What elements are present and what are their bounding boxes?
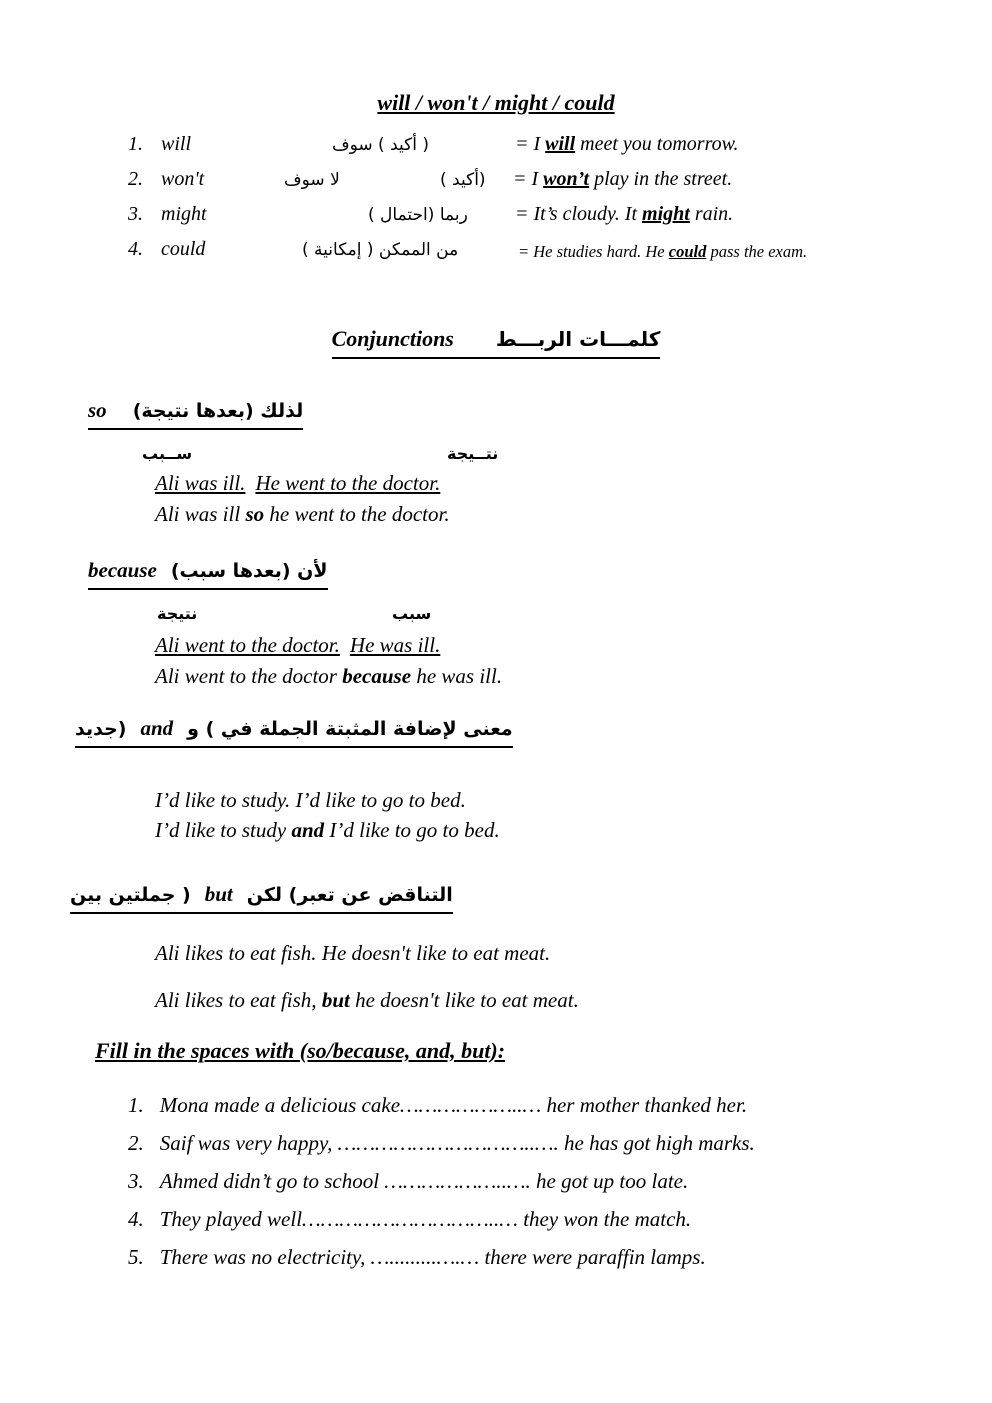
exercise-item <box>128 1207 691 1232</box>
conjunction-keyword: because <box>342 664 412 688</box>
example-sentence: He went to the doctor. <box>255 471 441 495</box>
example-keyword: could <box>668 242 707 261</box>
and-example-1: I’d like to study. I’d like to go to bed. <box>155 788 466 812</box>
conjunctions-header <box>332 326 661 359</box>
item-number: 2. <box>128 1131 144 1155</box>
conjunctions-title-en: Conjunctions <box>331 326 454 351</box>
example-prefix: Ali likes to eat fish, <box>155 988 322 1012</box>
exercise-item <box>128 1131 755 1156</box>
example-prefix: I’d like to study <box>155 818 292 842</box>
modal-row <box>128 238 205 261</box>
modal-example <box>515 133 738 156</box>
row-number: 3. <box>128 203 143 225</box>
conjunctions-header-row <box>0 326 992 359</box>
example-suffix: he was ill. <box>411 664 503 688</box>
example-sentence: He was ill. <box>349 633 441 657</box>
row-number: 4. <box>128 238 143 260</box>
section-so-heading <box>88 398 303 430</box>
because-example-1 <box>155 633 440 658</box>
example-suffix: I’d like to go to bed. <box>324 818 500 842</box>
modal-arabic-gloss: ( إمكانية )‎ الممكن‎ من <box>302 240 459 260</box>
but-arabic-wrapped: بين‎ جملتين‎ ) <box>70 884 191 906</box>
but-example-1: Ali likes to eat fish. He doesn't like to eat meat. <box>155 941 551 965</box>
cause-label: ســبب <box>142 444 193 463</box>
modal-row <box>128 203 207 226</box>
modal-example <box>515 203 733 226</box>
so-example-2 <box>155 502 450 527</box>
so-arabic: لذلك (بعدها نتيجة) <box>132 400 304 422</box>
example-suffix: he doesn't like to eat meat. <box>349 988 579 1012</box>
modal-example <box>518 242 807 262</box>
example-suffix: play in the street. <box>589 168 733 190</box>
because-example-2 <box>155 664 502 689</box>
exercise-heading: Fill in the spaces with (so/because, and, but): <box>95 1038 506 1063</box>
result-label: نتــيجة <box>447 444 499 463</box>
modal-arabic-gloss: سوف‎ لا <box>284 170 340 190</box>
conjunctions-title-ar: كلمـــات الربـــط <box>495 327 661 351</box>
result-label: نتيجة <box>157 604 198 623</box>
example-suffix: he went to the doctor. <box>264 502 450 526</box>
example-suffix: meet you tomorrow. <box>575 133 739 155</box>
example-prefix: Ali went to the doctor <box>155 664 343 688</box>
item-text: Mona made a delicious cake………………..… her mother thanked her. <box>159 1093 748 1117</box>
example-suffix: pass the exam. <box>706 242 808 261</box>
row-number: 2. <box>128 168 143 190</box>
conjunction-keyword: so <box>245 502 265 526</box>
item-text: Saif was very happy, …………………………..…. he has got high marks. <box>159 1131 755 1155</box>
item-text: They played well…………………………..… they won the match. <box>159 1207 692 1231</box>
modal-row <box>128 168 204 191</box>
and-word: and <box>140 716 174 740</box>
modal-word: could <box>161 238 206 260</box>
exercise-item <box>128 1169 688 1194</box>
item-number: 3. <box>128 1169 144 1193</box>
item-number: 4. <box>128 1207 144 1231</box>
page-title-row <box>0 90 992 116</box>
so-word: so <box>88 398 107 422</box>
modal-word: won't <box>161 168 205 190</box>
item-text: Ahmed didn’t go to school ………………..…. he got up too late. <box>159 1169 689 1193</box>
row-number: 1. <box>128 133 143 155</box>
example-prefix: = He studies hard. He <box>518 242 669 261</box>
item-number: 5. <box>128 1245 144 1269</box>
example-prefix: = I <box>513 168 544 190</box>
so-example-1 <box>155 471 440 496</box>
example-sentence: Ali was ill. <box>155 471 246 495</box>
section-but-heading <box>70 882 453 914</box>
modal-arabic-gloss-2: ( أكيد) <box>440 170 486 190</box>
example-prefix: = It’s cloudy. It <box>515 203 643 225</box>
cause-label: سبب <box>392 604 432 623</box>
modal-row <box>128 133 191 156</box>
conjunction-keyword: but <box>321 988 350 1012</box>
exercise-item <box>128 1245 706 1270</box>
page-title: will / won't / might / could <box>377 90 615 115</box>
modal-arabic-gloss: سوف‎ ( أكيد ) <box>332 135 430 155</box>
because-word: because <box>88 558 157 582</box>
modal-example <box>513 168 732 191</box>
conjunction-keyword: and <box>291 818 325 842</box>
modal-word: might <box>161 203 207 225</box>
section-and-heading <box>75 716 513 748</box>
section-because-heading <box>88 558 328 590</box>
example-keyword: might <box>642 203 690 225</box>
example-sentence: Ali went to the doctor. <box>155 633 340 657</box>
but-example-2 <box>155 988 579 1013</box>
modal-arabic-gloss: ( احتمال‎) ربما <box>368 205 468 225</box>
but-word: but <box>204 882 233 906</box>
and-arabic: و‎ (‎ في‎ الجملة‎ المثبتة‎ لإضافة‎ معنى <box>187 718 513 740</box>
and-arabic-wrapped: جديد) <box>75 718 127 740</box>
and-example-2 <box>155 818 500 843</box>
example-suffix: rain. <box>689 203 734 225</box>
modal-word: will <box>161 133 192 155</box>
item-text: There was no electricity, ….........….… there were paraffin lamps. <box>159 1245 706 1269</box>
because-arabic: لأن (بعدها سبب) <box>170 560 328 582</box>
but-arabic: لكن‎ (تعبر‎ عن‎ التناقض <box>246 884 453 906</box>
example-keyword: won’t <box>543 168 590 190</box>
example-keyword: will <box>545 133 576 155</box>
item-number: 1. <box>128 1093 144 1117</box>
example-prefix: = I <box>515 133 546 155</box>
example-prefix: Ali was ill <box>155 502 246 526</box>
exercise-item <box>128 1093 747 1118</box>
